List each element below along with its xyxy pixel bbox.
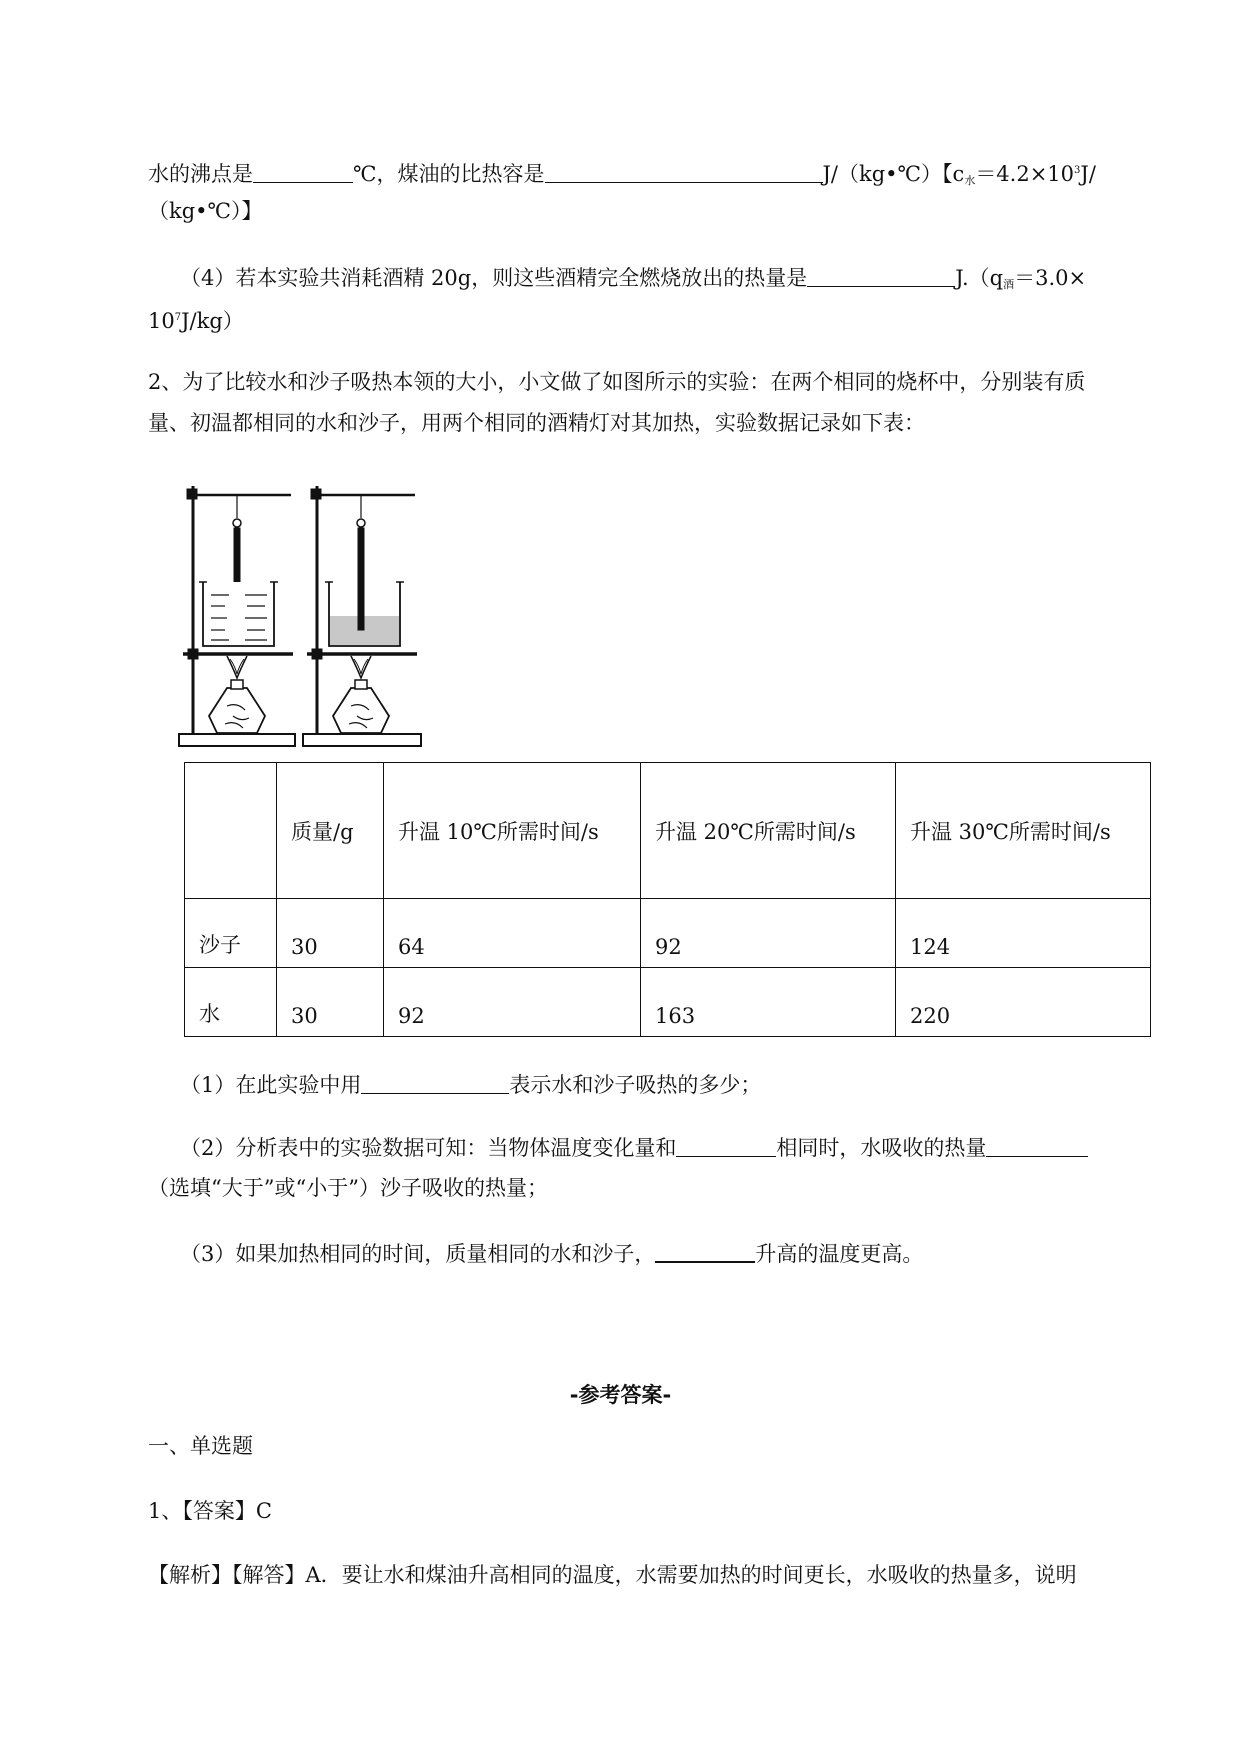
table-header-cell: 升温 10℃所需时间/s	[384, 763, 641, 899]
q2-sub-1	[180, 1071, 761, 1099]
answer-blank-heat-measure[interactable]	[361, 1073, 509, 1094]
text: 2、为了比较水和沙子吸热本领的大小，小文做了如图所示的实验：在两个相同的烧杯中，分别装有质	[148, 370, 1086, 394]
answer-blank-same-quantity[interactable]	[676, 1136, 776, 1157]
base-plate	[303, 734, 421, 746]
table-cell: 220	[896, 968, 1151, 1037]
text: 一、单选题	[148, 1434, 253, 1458]
q1-part-4-line-2	[148, 304, 244, 335]
table-cell: 沙子	[185, 899, 277, 968]
text: 相同时，水吸收的热量	[776, 1136, 987, 1160]
answer-section-title: -参考答案-	[569, 1383, 672, 1407]
text: （3）如果加热相同的时间，质量相同的水和沙子，	[180, 1242, 656, 1266]
q2-intro-line-2	[148, 409, 925, 437]
text: ＝4.2×10	[975, 162, 1075, 186]
table-cell: 64	[384, 899, 641, 968]
text: 1、【答案】C	[148, 1499, 272, 1523]
table-cell: 水	[185, 968, 277, 1037]
table-header-cell: 质量/g	[277, 763, 384, 899]
table-cell: 92	[641, 899, 896, 968]
q2-sub-3	[180, 1240, 923, 1268]
answer-blank-heat-released[interactable]	[807, 266, 955, 287]
beaker	[203, 582, 274, 646]
text: （1）在此实验中用	[180, 1073, 362, 1097]
experiment-figure	[175, 478, 435, 748]
q2-intro-line-1	[148, 368, 1085, 396]
table-row	[185, 899, 1151, 968]
text: 升高的温度更高。	[755, 1242, 924, 1266]
thermometer-bulb-top	[233, 519, 241, 527]
table-header-cell: 升温 20℃所需时间/s	[641, 763, 896, 899]
text: （4）若本实验共消耗酒精 20g，则这些酒精完全燃烧放出的热量是	[180, 266, 808, 290]
text: ℃，煤油的比热容是	[353, 162, 545, 186]
text: 表示水和沙子吸热的多少；	[509, 1073, 762, 1097]
superscript: 7	[174, 312, 182, 323]
q1-part-4-line-1	[180, 264, 1086, 299]
table-header-row	[185, 763, 1151, 899]
water-apparatus	[179, 486, 295, 746]
text: 量、初温都相同的水和沙子，用两个相同的酒精灯对其加热，实验数据记录如下表：	[148, 411, 925, 435]
subscript: 水	[964, 174, 976, 187]
text: J/	[1080, 162, 1096, 186]
table-cell: 30	[277, 899, 384, 968]
text: J/（kg•℃）【c	[822, 162, 965, 186]
clamp-knob	[311, 489, 321, 499]
section-heading	[148, 1432, 253, 1460]
answer-blank-higher-temperature[interactable]	[655, 1241, 755, 1263]
text: ＝3.0×	[1014, 266, 1087, 290]
base-plate	[179, 734, 295, 746]
clamp-knob	[187, 489, 197, 499]
superscript: 3	[1074, 165, 1081, 176]
text: （kg•℃）】	[148, 199, 263, 223]
sand-apparatus	[303, 486, 421, 746]
table-header-cell	[185, 763, 277, 899]
table-header-cell: 升温 30℃所需时间/s	[896, 763, 1151, 899]
table-cell: 92	[384, 968, 641, 1037]
text: J.（q	[955, 266, 1004, 290]
text: （2）分析表中的实验数据可知：当物体温度变化量和	[180, 1136, 677, 1160]
answer-analysis	[148, 1561, 1077, 1589]
table-cell: 163	[641, 968, 896, 1037]
thermometer-icon	[358, 528, 364, 630]
alcohol-lamp-icon	[333, 688, 389, 733]
text: （选填“大于”或“小于”）沙子吸收的热量；	[148, 1176, 548, 1200]
q1-line-1	[148, 157, 1096, 195]
text: 【解析】【解答】A．要让水和煤油升高相同的温度，水需要加热的时间更长，水吸收的热量多，说明	[148, 1563, 1077, 1587]
alcohol-lamp-icon	[209, 688, 265, 733]
table-cell: 124	[896, 899, 1151, 968]
subscript: 酒	[1003, 278, 1015, 291]
text: 水的沸点是	[148, 162, 253, 186]
table-cell: 30	[277, 968, 384, 1037]
data-table	[184, 762, 1151, 1037]
q1-line-2	[148, 197, 263, 225]
table-row	[185, 968, 1151, 1037]
q2-sub-2-line-2	[148, 1174, 548, 1202]
answer-blank-specific-heat[interactable]	[545, 162, 823, 183]
thermometer-bulb-top	[357, 519, 365, 527]
answer-blank-boiling-point[interactable]	[253, 162, 353, 183]
answer-item-1	[148, 1497, 272, 1525]
answer-blank-comparison[interactable]	[986, 1136, 1088, 1157]
text: 10	[148, 309, 175, 333]
text: J/kg）	[181, 309, 244, 333]
q2-sub-2-line-1	[180, 1134, 1088, 1162]
